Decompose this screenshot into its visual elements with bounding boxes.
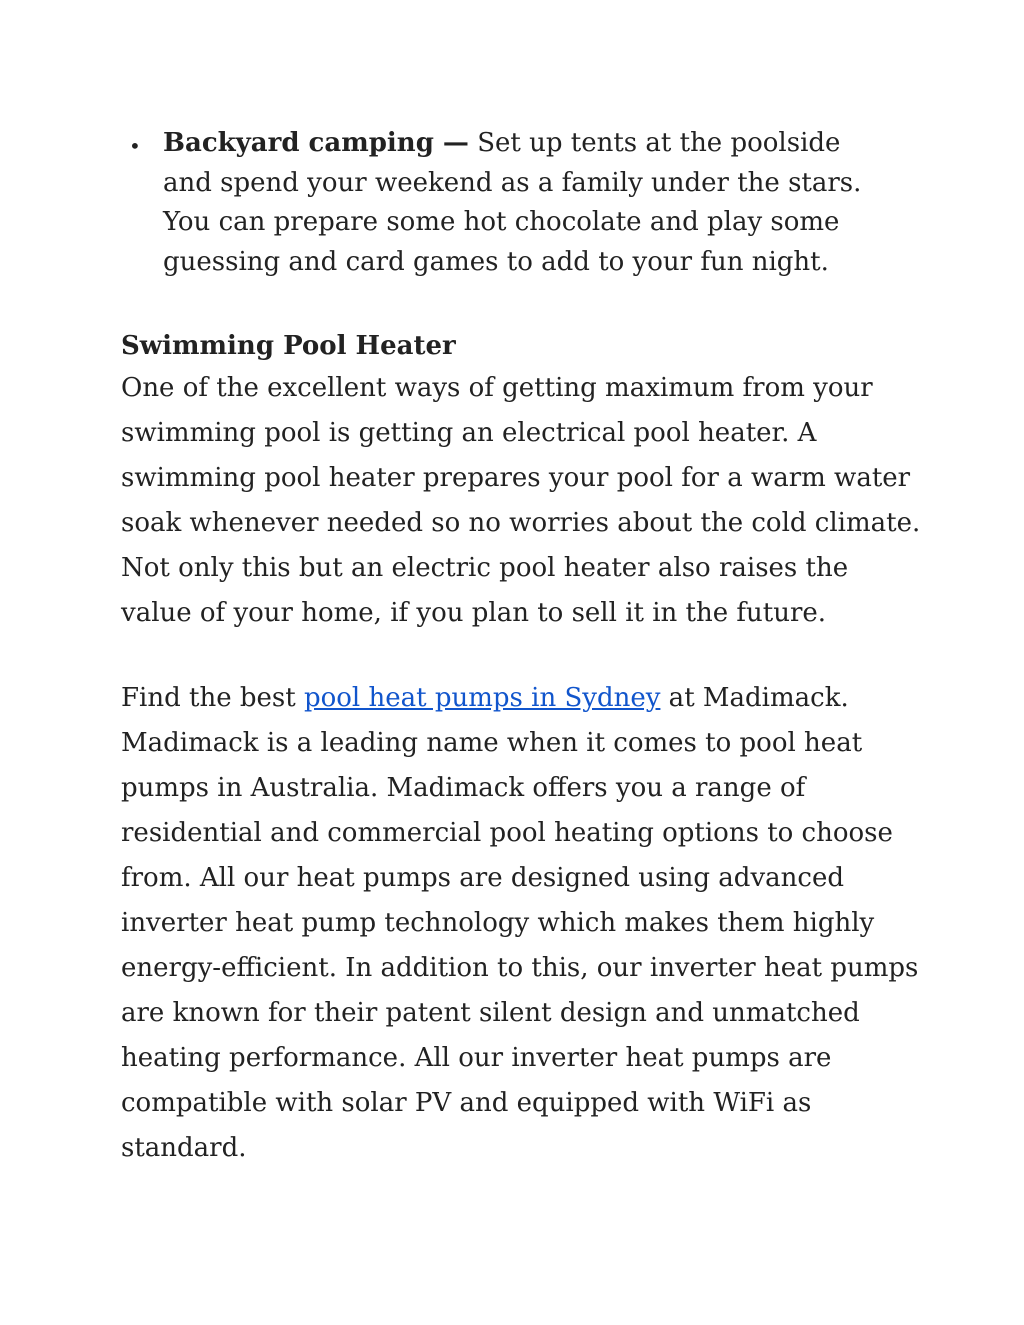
- list-item-text: Set up tents at the poolside and spend your weekend as a family under the stars. You can prepare some hot chocolate and play some guessing and card games to add to your fun night.: [163, 128, 862, 277]
- paragraph-text-after-link: at Madimack. Madimack is a leading name when it comes to pool heat pumps in Australia. Madimack offers you a range of residential and commercial pool heating options to choose from. All our heat pumps are designed using advanced inverter heat pump technology which makes them highly energy-efficient. In addition to this, our inverter heat pumps are known for their patent silent design and unmatched heating performance. All our inverter heat pumps are compatible with solar PV and equipped with WiFi as standard.: [121, 683, 919, 1163]
- activity-list: [121, 124, 921, 282]
- bullet-icon: •: [129, 134, 141, 158]
- list-item-term: Backyard camping —: [163, 128, 469, 158]
- section-heading: Swimming Pool Heater: [121, 331, 456, 361]
- list-item: [121, 124, 883, 282]
- pool-heat-pumps-link[interactable]: pool heat pumps in Sydney: [303, 683, 661, 713]
- document-page: [121, 124, 921, 1171]
- paragraph-madimack: [121, 676, 921, 1171]
- paragraph-text-before-link: Find the best: [121, 683, 304, 713]
- paragraph-pool-heater: One of the excellent ways of getting maximum from your swimming pool is getting an electrical pool heater. A swimming pool heater prepares your pool for a warm water soak whenever needed so no worries about the cold climate. Not only this but an electric pool heater also raises the value of your home, if you plan to sell it in the future.: [121, 373, 921, 628]
